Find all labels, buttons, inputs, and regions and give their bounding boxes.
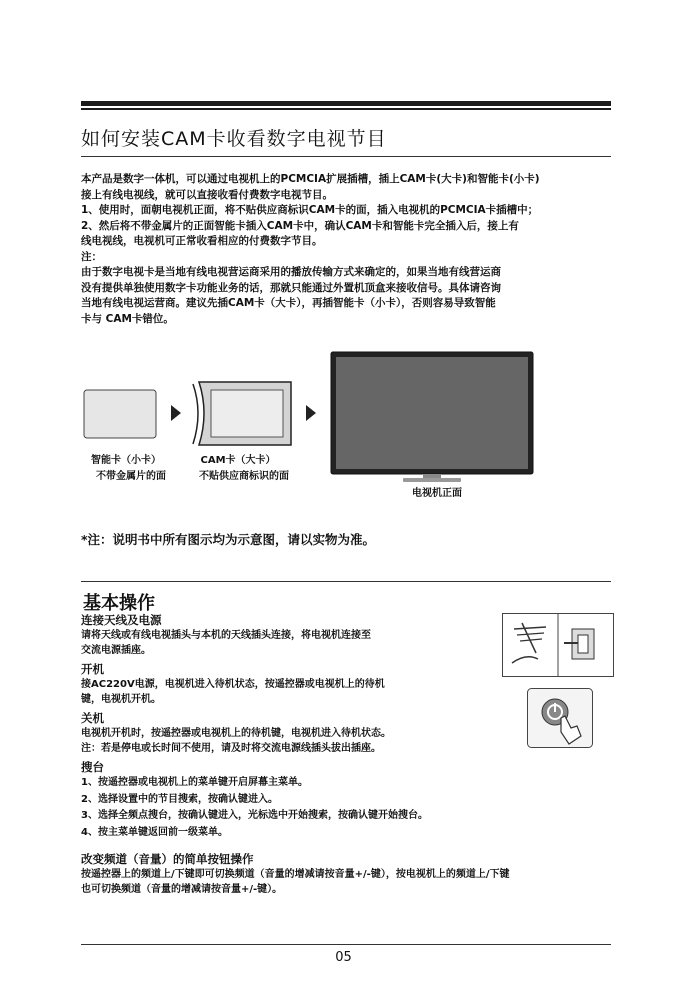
tv-illustration: [331, 352, 533, 482]
intro-line: 卡与 CAM卡错位。: [81, 312, 174, 325]
power-on-title: 开机: [81, 662, 104, 676]
antenna-title: 连接天线及电源: [81, 613, 162, 627]
arrow-right-icon: [171, 405, 181, 421]
smart-card-label: 智能卡（小卡）: [91, 455, 161, 466]
cam-card-label: CAM卡（大卡）: [200, 455, 276, 466]
power-off-line: 电视机开机时，按遥控器或电视机上的待机键，电视机进入待机状态。: [81, 728, 391, 739]
search-title: 搜台: [81, 760, 104, 774]
channel-line: 也可切换频道（音量的增减请按音量+/-键）。: [81, 884, 283, 895]
channel-title: 改变频道（音量）的简单按钮操作: [81, 852, 254, 866]
search-step: 3、选择全频点搜台，按确认键进入，光标选中开始搜索，按确认键开始搜台。: [81, 810, 428, 821]
smart-card-note: 不带金属片的面: [96, 471, 166, 482]
search-step: 1、按遥控器或电视机上的菜单键开启屏幕主菜单。: [81, 777, 308, 788]
antenna-line: 请将天线或有线电视插头与本机的天线插头连接，将电视机连接至: [81, 630, 371, 641]
title-divider: [81, 156, 611, 157]
power-button-illustration: [527, 688, 593, 748]
section-title: 基本操作: [83, 593, 155, 614]
cam-card-note: 不贴供应商标识的面: [199, 471, 289, 482]
intro-line: 接上有线电视线，就可以直接收看付费数字电视节目。: [81, 188, 333, 201]
search-step: 4、按主菜单键返回前一级菜单。: [81, 826, 228, 838]
power-off-section: [81, 710, 521, 756]
page-title: 如何安装CAM卡收看数字电视节目: [81, 128, 387, 150]
power-off-title: 关机: [81, 711, 104, 725]
power-off-line: 注：若是停电或长时间不使用，请及时将交流电源线插头拔出插座。: [81, 743, 381, 754]
intro-line: 由于数字电视卡是当地有线电视营运商采用的播放传输方式来确定的，如果当地有线营运商: [81, 266, 501, 278]
antenna-connection-illustration: [502, 613, 614, 677]
tv-front-label: 电视机正面: [412, 488, 462, 499]
header-rule-thin: [81, 108, 611, 110]
intro-line: 注：: [81, 250, 102, 263]
intro-line: 当地有线电视运营商。建议先插CAM卡（大卡），再插智能卡（小卡），否则容易导致智能: [81, 297, 496, 309]
header-rule-thick: [81, 101, 611, 106]
search-step: 2、选择设置中的节目搜索，按确认键进入。: [81, 793, 278, 805]
search-section: [81, 759, 611, 841]
smart-card-illustration: [84, 390, 156, 438]
intro-line: 本产品是数字一体机，可以通过电视机上的PCMCIA扩展插槽，插上CAM卡(大卡)和智能卡(小卡): [81, 173, 540, 185]
antenna-section: [81, 612, 521, 658]
page-number: 05: [335, 950, 352, 965]
cam-card-illustration: [193, 382, 291, 445]
intro-line: 2、然后将不带金属片的正面智能卡插入CAM卡中，确认CAM卡和智能卡完全插入后，接上有: [81, 219, 519, 232]
power-on-line: 键，电视机开机。: [81, 694, 161, 705]
intro-line: 线电视线，电视机可正常收看相应的付费数字节目。: [81, 235, 323, 247]
power-on-line: 接AC220V电源，电视机进入待机状态，按遥控器或电视机上的待机: [81, 679, 385, 690]
intro-line: 没有提供单独使用数字卡功能业务的话，那就只能通过外置机顶盒来接收信号。具体请咨询: [81, 281, 501, 294]
antenna-line: 交流电源插座。: [81, 645, 151, 656]
intro-line: 1、使用时，面朝电视机正面，将不贴供应商标识CAM卡的面，插入电视机的PCMCIA卡插槽中；: [81, 204, 539, 216]
power-on-section: [81, 661, 521, 707]
arrow-right-icon: [306, 405, 316, 421]
illustration-note: *注：说明书中所有图示均为示意图，请以实物为准。: [81, 532, 376, 547]
intro-text: [81, 172, 616, 327]
channel-section: [81, 851, 616, 897]
footer-rule: [81, 944, 611, 945]
section-divider: [81, 581, 611, 582]
channel-line: 按遥控器上的频道上/下键即可切换频道（音量的增减请按音量+/-键），按电视机上的频道上/下键: [81, 869, 510, 880]
